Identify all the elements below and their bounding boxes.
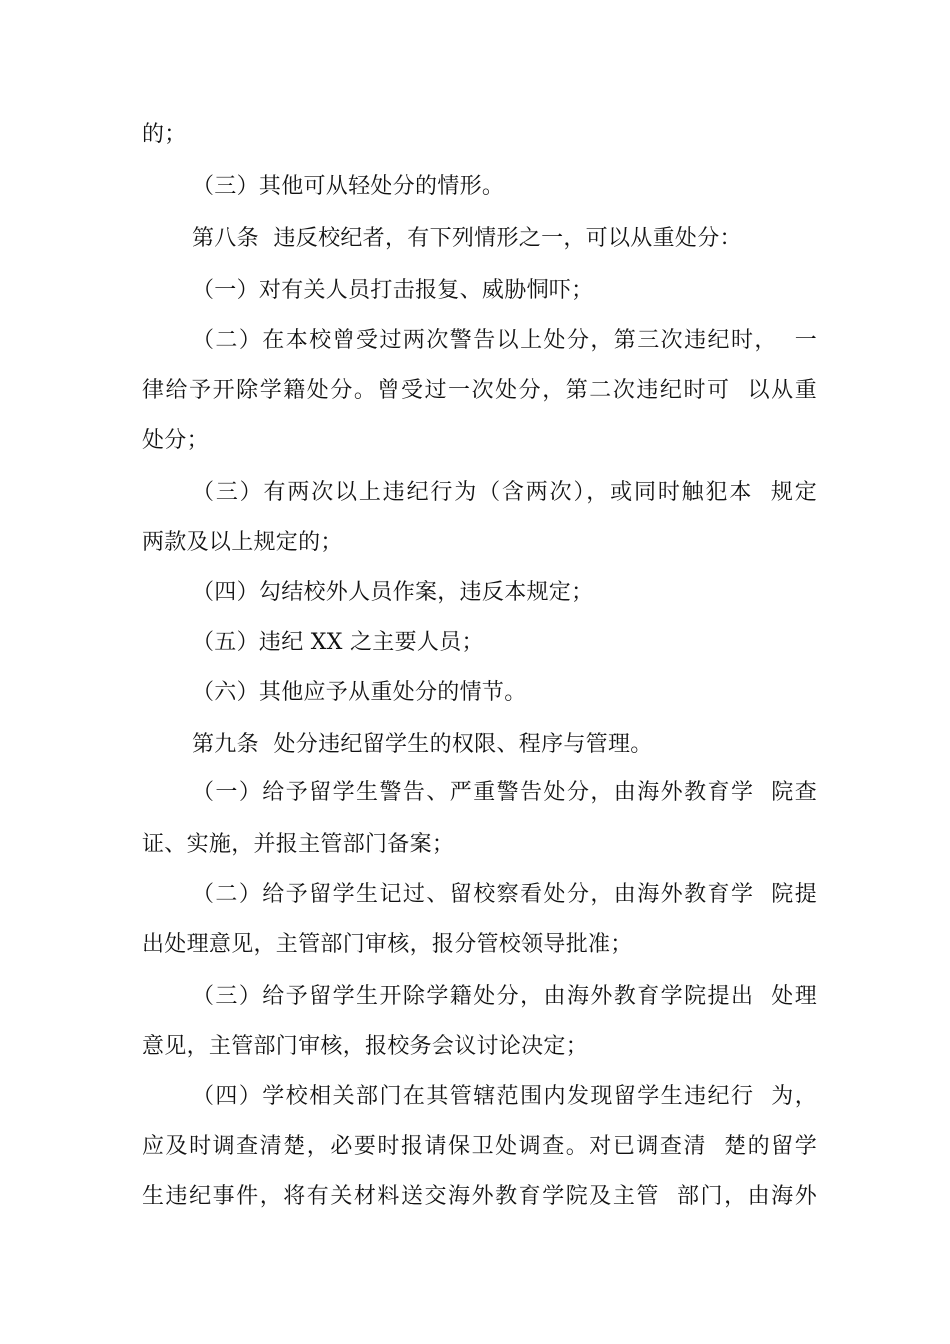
text-line: （三）有两次以上违纪行为（含两次），或同时触犯本 规定 — [192, 480, 817, 505]
text-line: 证、实施，并报主管部门备案； — [142, 832, 455, 857]
text-line: （一）对有关人员打击报复、威胁恫吓； — [192, 278, 594, 303]
text-line: （五）违纪 XX 之主要人员； — [192, 630, 484, 655]
article-heading: 第九条 处分违纪留学生的权限、程序与管理。 — [192, 732, 653, 757]
text-line: 意见，主管部门审核，报校务会议讨论决定； — [142, 1034, 589, 1059]
text-line: （二）在本校曾受过两次警告以上处分，第三次违纪时， 一 — [192, 328, 817, 353]
text-line: （四）学校相关部门在其管辖范围内发现留学生违纪行 为， — [192, 1084, 817, 1109]
article-heading: 第八条 违反校纪者，有下列情形之一，可以从重处分： — [192, 226, 742, 251]
text-line: （三）给予留学生开除学籍处分，由海外教育学院提出 处理 — [192, 984, 817, 1009]
text-line: 律给予开除学籍处分。曾受过一次处分，第二次违纪时可 以从重 — [142, 378, 817, 403]
text-line: （三）其他可从轻处分的情形。 — [192, 174, 505, 199]
text-line: （六）其他应予从重处分的情节。 — [192, 680, 527, 705]
text-line: 生违纪事件，将有关材料送交海外教育学院及主管 部门，由海外 — [142, 1184, 817, 1209]
text-line: 应及时调查清楚，必要时报请保卫处调查。对已调查清 楚的留学 — [142, 1134, 817, 1159]
text-line: 的； — [142, 122, 187, 147]
text-line: 处分； — [142, 428, 209, 453]
text-line: （四）勾结校外人员作案，违反本规定； — [192, 580, 594, 605]
text-line: 出处理意见，主管部门审核，报分管校领导批准； — [142, 932, 633, 957]
text-line: （一）给予留学生警告、严重警告处分，由海外教育学 院查 — [192, 780, 817, 805]
text-line: 两款及以上规定的； — [142, 530, 343, 555]
text-line: （二）给予留学生记过、留校察看处分，由海外教育学 院提 — [192, 882, 817, 907]
